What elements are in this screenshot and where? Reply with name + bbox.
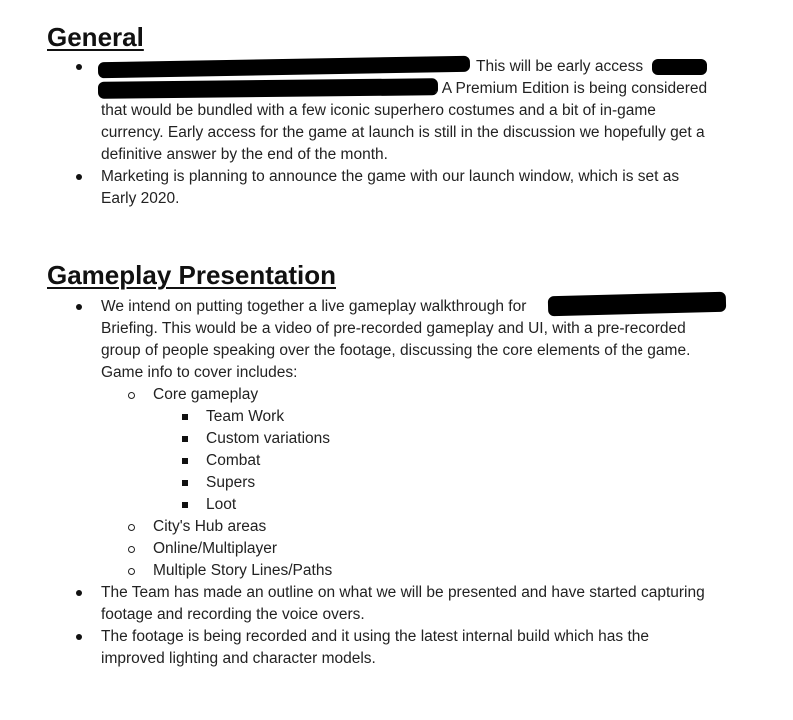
gameplay-bullet1-line4: Game info to cover includes: <box>101 364 298 381</box>
bullet-icon <box>76 64 82 70</box>
general-bullet1-line3: that would be bundled with a few iconic superhero costumes and a bit of in-game <box>101 102 656 119</box>
sub-bullet-icon <box>128 568 135 575</box>
sub-item-story: Multiple Story Lines/Paths <box>153 562 333 579</box>
sub-item-online: Online/Multiplayer <box>153 540 278 557</box>
general-bullet1-line2: . A Premium Edition is being considered <box>434 80 708 97</box>
general-bullet2-line1: Marketing is planning to announce the game with our launch window, which is set as <box>101 168 680 185</box>
redaction-bar <box>98 78 438 99</box>
square-bullet-icon <box>182 414 188 420</box>
sub-bullet-icon <box>128 524 135 531</box>
bullet-icon <box>76 304 82 310</box>
square-bullet-icon <box>182 458 188 464</box>
section-heading-general: General <box>47 22 144 52</box>
gameplay-bullet1-line2: Briefing. This would be a video of pre-recorded gameplay and UI, with a pre-recorded <box>101 320 686 337</box>
gameplay-bullet2-line2: footage and recording the voice overs. <box>101 606 365 623</box>
general-bullet1-line1: This will be early access <box>476 58 644 75</box>
bullet-icon <box>76 634 82 640</box>
general-bullet1-line4: currency. Early access for the game at launch is still in the discussion we hopefully get a <box>101 124 705 141</box>
general-bullet1-line5: definitive answer by the end of the month. <box>101 146 388 163</box>
square-bullet-icon <box>182 436 188 442</box>
core-item: Combat <box>206 452 261 469</box>
core-item: Team Work <box>206 408 285 425</box>
sub-item-hub: City's Hub areas <box>153 518 267 535</box>
gameplay-bullet2-line1: The Team has made an outline on what we will be presented and have started capturing <box>101 584 705 601</box>
gameplay-bullet1-line3: group of people speaking over the footage, discussing the core elements of the game. <box>101 342 691 359</box>
sub-bullet-icon <box>128 392 135 399</box>
bullet-icon <box>76 590 82 596</box>
sub-bullet-icon <box>128 546 135 553</box>
section-heading-gameplay: Gameplay Presentation <box>47 260 336 290</box>
square-bullet-icon <box>182 502 188 508</box>
core-item: Custom variations <box>206 430 331 447</box>
gameplay-bullet3-line2: improved lighting and character models. <box>101 650 376 667</box>
general-bullet2-line2: Early 2020. <box>101 190 180 207</box>
gameplay-bullet3-line1: The footage is being recorded and it using the latest internal build which has the <box>101 628 650 645</box>
core-item: Supers <box>206 474 256 491</box>
gameplay-bullet1-line1: We intend on putting together a live gameplay walkthrough for <box>101 298 527 315</box>
redaction-bar <box>652 59 707 75</box>
square-bullet-icon <box>182 480 188 486</box>
sub-item-core: Core gameplay <box>153 386 259 403</box>
core-item: Loot <box>206 496 237 513</box>
bullet-icon <box>76 174 82 180</box>
redaction-bar <box>98 56 470 78</box>
redaction-bar <box>548 292 726 317</box>
